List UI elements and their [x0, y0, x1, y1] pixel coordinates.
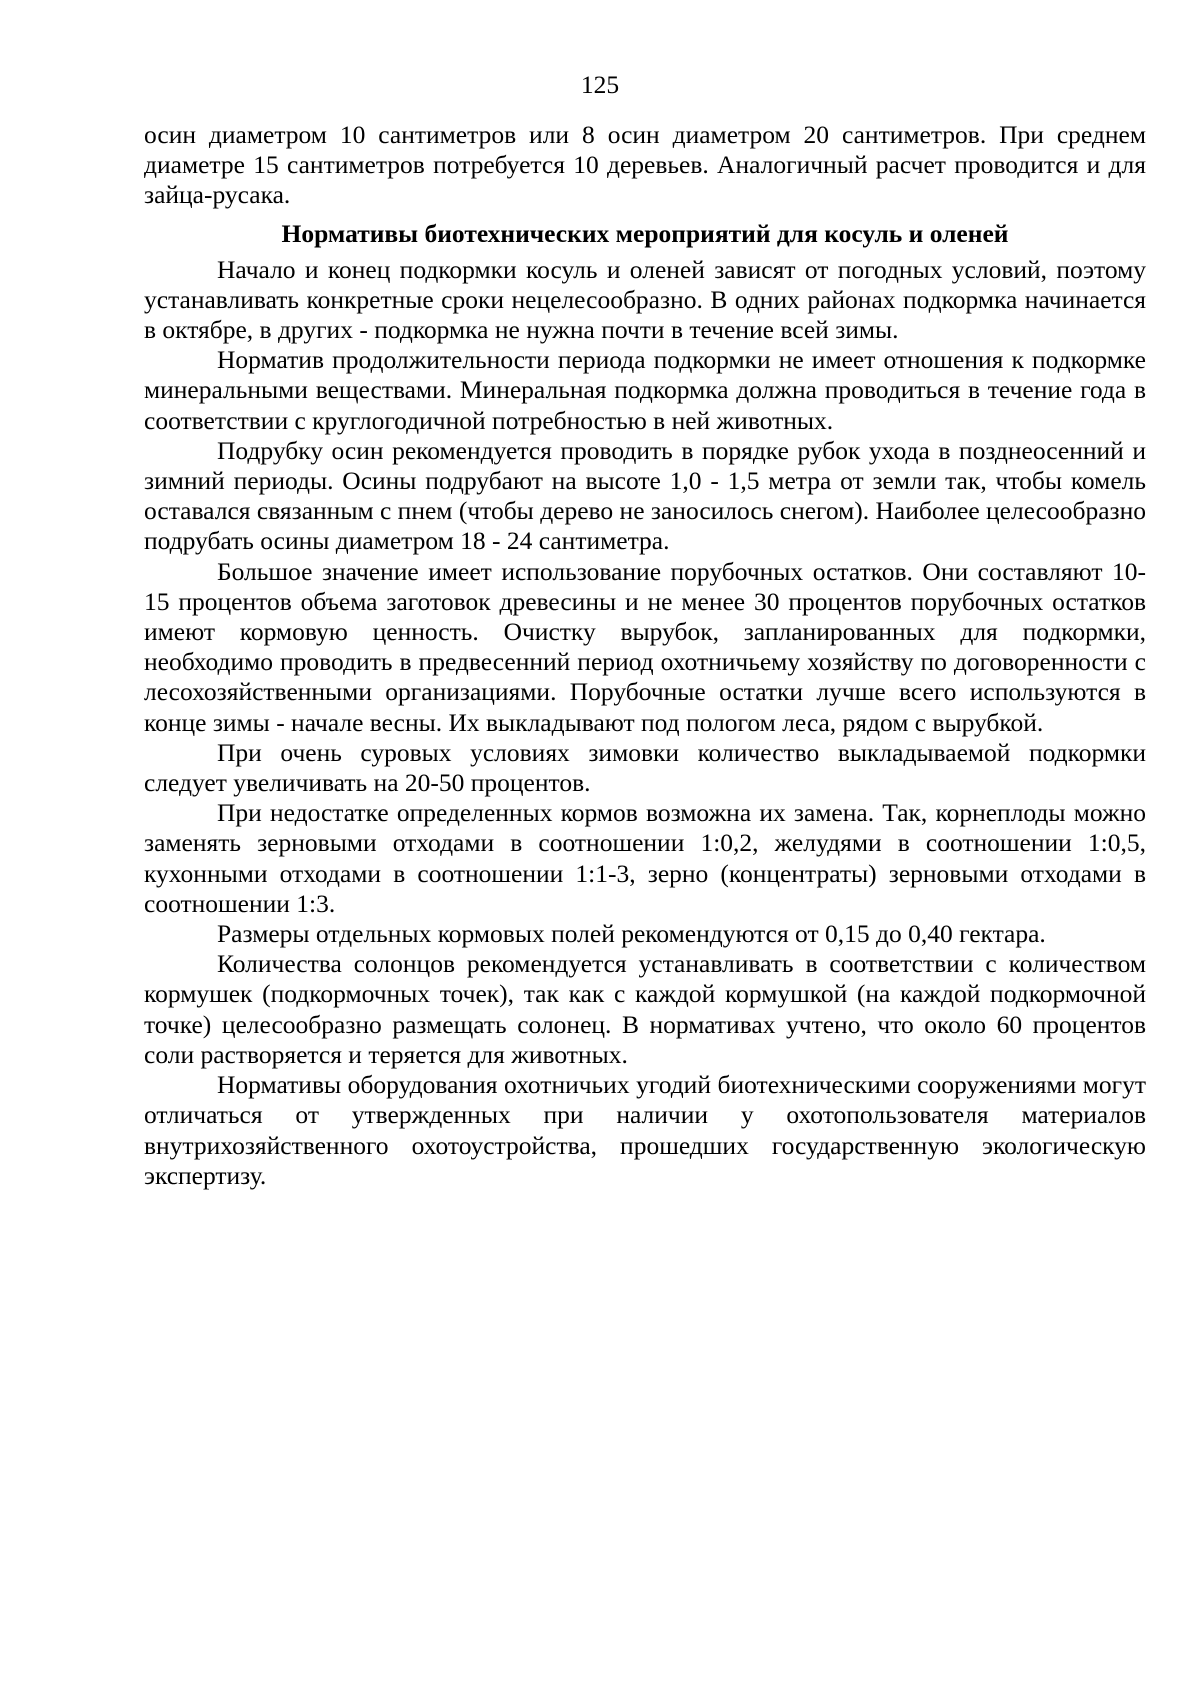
- page-body: [144, 120, 1146, 1191]
- lead-paragraph: осин диаметром 10 сантиметров или 8 осин диаметром 20 сантиметров. При среднем диаметре 15 сантиметров потребуется 10 деревьев. Аналогичный расчет проводится и для зайца-русака.: [144, 120, 1146, 210]
- body-paragraph: При очень суровых условиях зимовки количество выкладываемой подкормки следует увеличивать на 20-50 процентов.: [144, 737, 1146, 798]
- body-paragraph: Подрубку осин рекомендуется проводить в порядке рубок ухода в позднеосенний и зимний периоды. Осины подрубают на высоте 1,0 - 1,5 метра от земли так, чтобы комель оставался связанным с пнем (чтобы дерево не заносилось снегом). Наиболее целесообразно подрубать осины диаметром 18 - 24 сантиметра.: [144, 435, 1146, 556]
- page-number: 125: [580, 70, 620, 99]
- body-paragraph: Большое значение имеет использование порубочных остатков. Они составляют 10-15 процентов объема заготовок древесины и не менее 30 процентов порубочных остатков имеют кормовую ценность. Очистку вырубок, запланированных для подкормки, необходимо проводить в предвесенний период охотничьему хозяйству по договоренности с лесохозяйственными организациями. Порубочные остатки лучше всего используются в конце зимы - начале весны. Их выкладывают под пологом леса, рядом с вырубкой.: [144, 556, 1146, 737]
- body-paragraph: Норматив продолжительности периода подкормки не имеет отношения к подкормке минеральными веществами. Минеральная подкормка должна проводиться в течение года в соответствии с круглогодичной потребностью в ней животных.: [144, 345, 1146, 435]
- body-paragraph: Размеры отдельных кормовых полей рекомендуются от 0,15 до 0,40 гектара.: [217, 919, 1046, 949]
- body-paragraph: Начало и конец подкормки косуль и оленей зависят от погодных условий, поэтому устанавливать конкретные сроки нецелесообразно. В одних районах подкормка начинается в октябре, в других - подкормка не нужна почти в течение всей зимы.: [144, 254, 1146, 345]
- section-heading: Нормативы биотехнических мероприятий для косуль и оленей: [281, 218, 1009, 248]
- body-paragraph: Нормативы оборудования охотничьих угодий биотехническими сооружениями могут отличаться от утвержденных при наличии у охотопользователя материалов внутрихозяйственного охотоустройства, прошедших государственную экологическую экспертизу.: [144, 1070, 1146, 1190]
- body-paragraph: Количества солонцов рекомендуется устанавливать в соответствии с количеством кормушек (подкормочных точек), так как с каждой кормушкой (на каждой подкормочной точке) целесообразно размещать солонец. В нормативах учтено, что около 60 процентов соли растворяется и теряется для животных.: [144, 949, 1146, 1069]
- body-paragraph: При недостатке определенных кормов возможна их замена. Так, корнеплоды можно заменять зерновыми отходами в соотношении 1:0,2, желудями в соотношении 1:0,5, кухонными отходами в соотношении 1:1-3, зерно (концентраты) зерновыми отходами в соотношении 1:3.: [144, 798, 1146, 918]
